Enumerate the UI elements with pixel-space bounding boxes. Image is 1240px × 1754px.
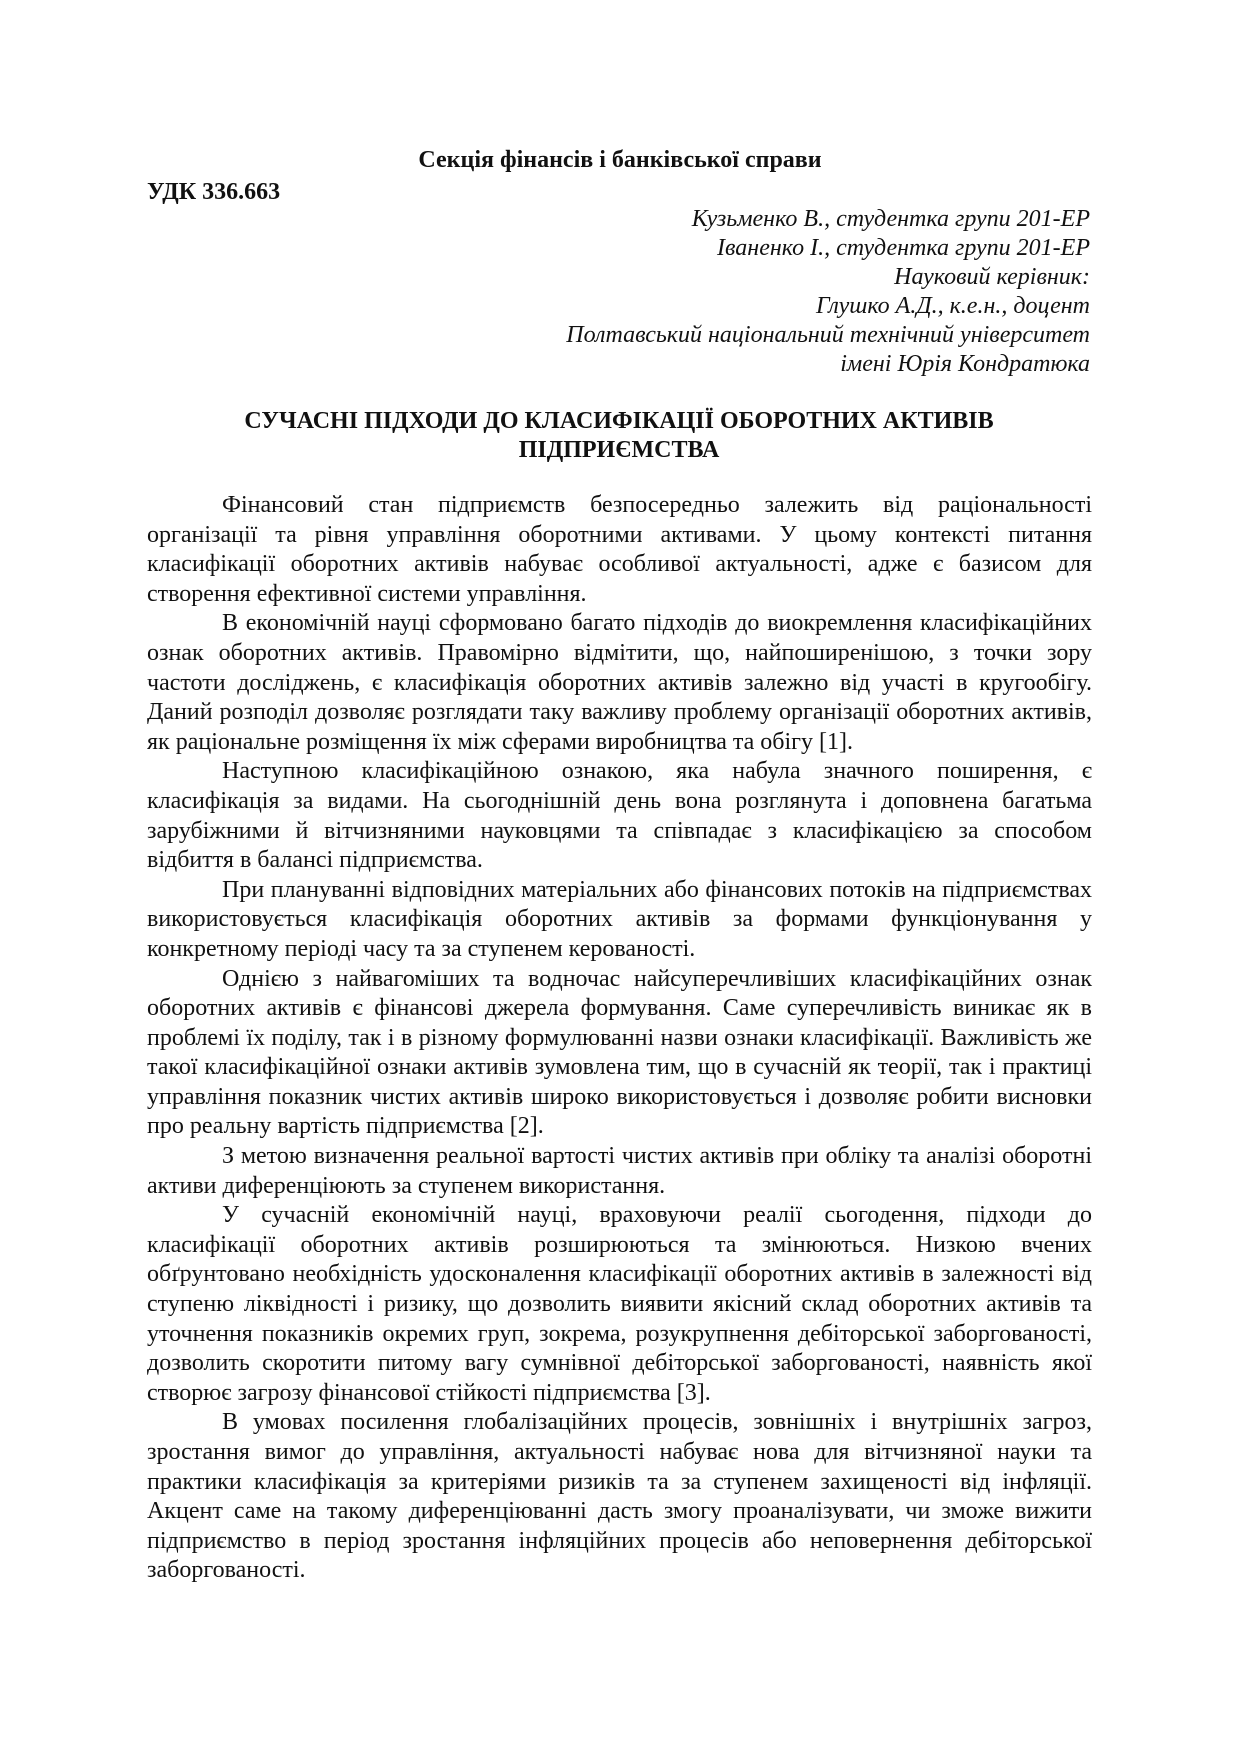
article-body bbox=[147, 491, 1092, 1586]
paper-title-line-1: СУЧАСНІ ПІДХОДИ ДО КЛАСИФІКАЦІЇ ОБОРОТНИХ АКТИВІВ bbox=[244, 408, 994, 434]
supervisor-name: Глушко А.Д., к.е.н., доцент bbox=[816, 293, 1090, 319]
supervisor-label: Науковий керівник: bbox=[894, 264, 1090, 290]
paragraph-8: В умовах посилення глобалізаційних процесів, зовнішніх і внутрішніх загроз, зростання вимог до управління, актуальності набуває нова для вітчизняної науки та практики класифікація за критеріями ризиків та за ступенем захищеності від інфляції. Акцент саме на такому диференціюванні дасть змогу проаналізувати, чи зможе вижити підприємство в період зростання інфляційних процесів або неповернення дебіторської заборгованості. bbox=[147, 1409, 1092, 1584]
author-line-1: Кузьменко В., студентка групи 201-ЕР bbox=[691, 206, 1090, 232]
paragraph-2: В економічній науці сформовано багато підходів до виокремлення класифікаційних ознак оборотних активів. Правомірно відмітити, що, найпоширенішою, з точки зору частоти досліджень, є класифікація оборотних активів залежно від участі в кругообігу. Даний розподіл дозволяє розглядати таку важливу проблему організації оборотних активів, як раціональне розміщення їх між сферами виробництва та обігу [1]. bbox=[147, 610, 1092, 755]
paragraph-5: Однією з найвагоміших та водночас найсуперечливіших класифікаційних ознак оборотних активів є фінансові джерела формування. Саме суперечливість виникає як в проблемі їх поділу, так і в різному формулюванні назви ознаки класифікації. Важливість же такої класифікаційної ознаки активів зумовлена тим, що в сучасній як теорії, так і практиці управління показник чистих активів широко використовується і дозволяє робити висновки про реальну вартість підприємства [2]. bbox=[147, 965, 1092, 1140]
paragraph-1: Фінансовий стан підприємств безпосередньо залежить від раціональності організації та рівня управління оборотними активами. У цьому контексті питання класифікації оборотних активів набуває особливої актуальності, адже є базисом для створення ефективної системи управління. bbox=[147, 492, 1092, 607]
udc-code: УДК 336.663 bbox=[147, 179, 281, 205]
university-name: Полтавський національний технічний університет bbox=[566, 322, 1090, 348]
paragraph-3: Наступною класифікаційною ознакою, яка набула значного поширення, є класифікація за видами. На сьогоднішній день вона розглянута і доповнена багатьма зарубіжними й вітчизняними науковцями та співпадає з класифікацією за способом відбиття в балансі підприємства. bbox=[147, 758, 1092, 874]
section-heading: Секція фінансів і банківської справи bbox=[418, 147, 822, 173]
paragraph-7: У сучасній економічній науці, враховуючи реалії сьогодення, підходи до класифікації оборотних активів розширюються та змінюються. Низкою вчених обґрунтовано необхідність удосконалення класифікації оборотних активів в залежності від ступеню ліквідності і ризику, що дозволить виявити якісний склад оборотних активів та уточнення показників окремих груп, зокрема, розукрупнення дебіторської заборгованості, дозволить скоротити питому вагу сумнівної дебіторської заборгованості, наявність якої створює загрозу фінансової стійкості підприємства [3]. bbox=[147, 1202, 1092, 1406]
paper-title bbox=[147, 407, 1091, 465]
paragraph-6: З метою визначення реальної вартості чистих активів при обліку та аналізі оборотні активи диференціюють за ступенем використання. bbox=[147, 1143, 1092, 1199]
university-name-cont: імені Юрія Кондратюка bbox=[840, 351, 1090, 377]
author-line-2: Іваненко І., студентка групи 201-ЕР bbox=[717, 235, 1090, 261]
paper-title-line-2: ПІДПРИЄМСТВА bbox=[518, 437, 720, 463]
author-block bbox=[290, 205, 1090, 379]
paragraph-4: При плануванні відповідних матеріальних або фінансових потоків на підприємствах використовується класифікація оборотних активів за формами функціонування у конкретному періоді часу та за ступенем керованості. bbox=[147, 876, 1092, 962]
